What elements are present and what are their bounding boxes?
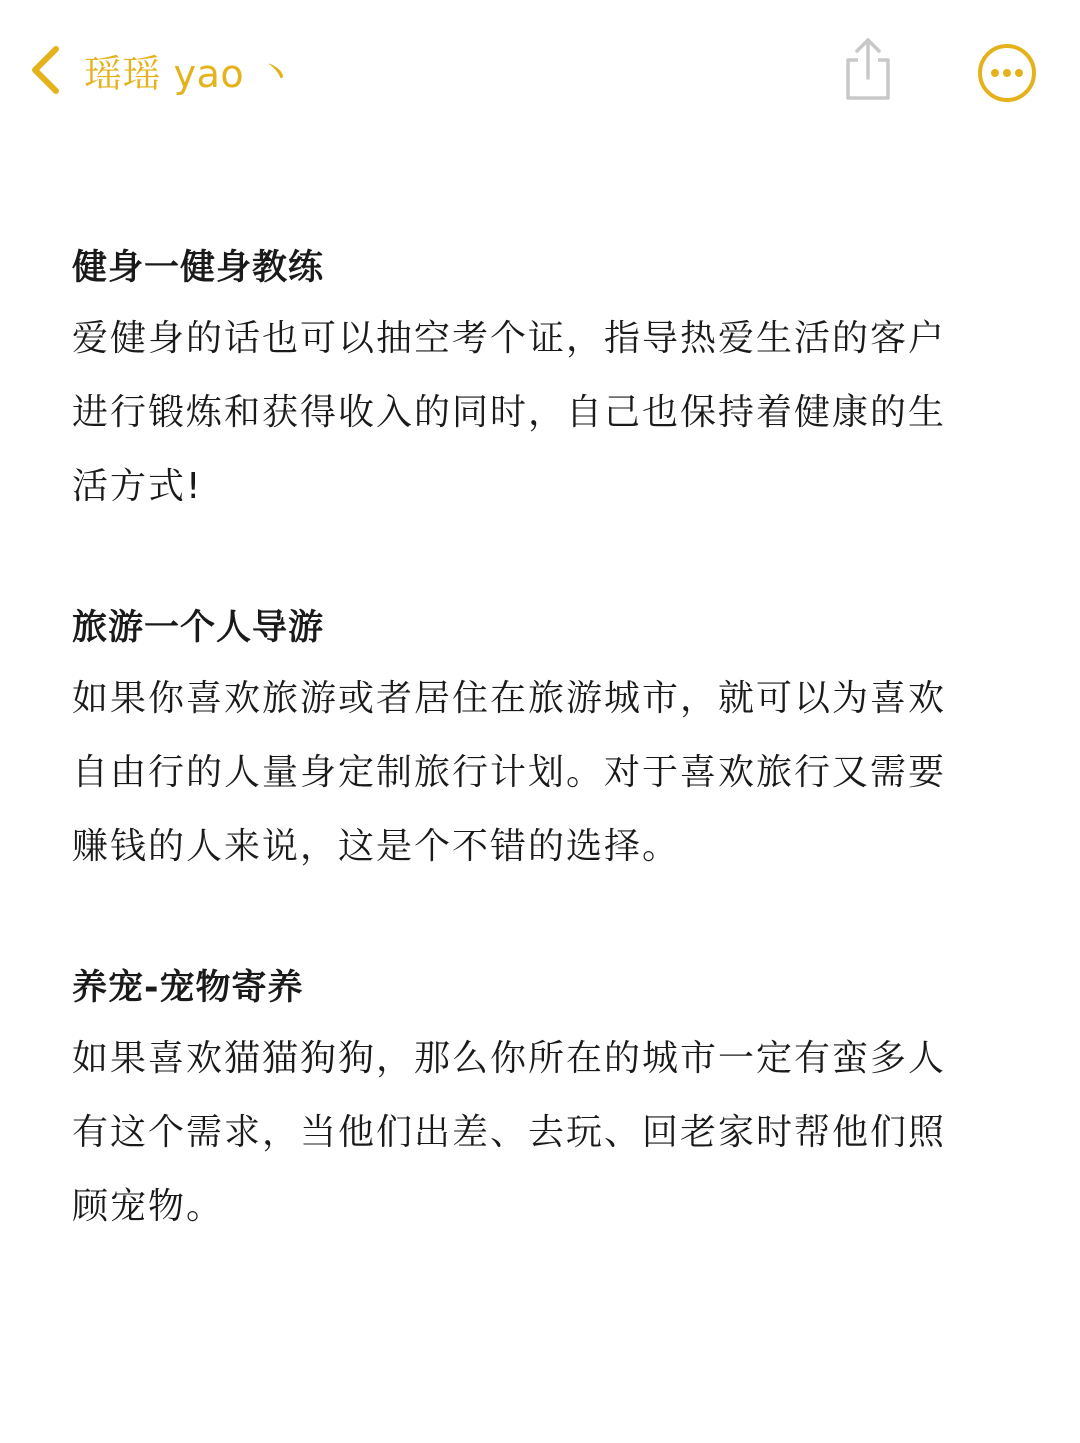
section-fitness bbox=[72, 238, 1012, 524]
back-button[interactable] bbox=[28, 40, 295, 100]
section-body bbox=[72, 302, 1012, 524]
body-line: 活方式! bbox=[72, 466, 203, 507]
body-line: 爱健身的话也可以抽空考个证，指导热爱生活的客户 bbox=[72, 318, 947, 359]
body-line: 赚钱的人来说，这是个不错的选择。 bbox=[72, 826, 681, 867]
section-title: 旅游一个人导游 bbox=[72, 608, 325, 648]
body-line: 自由行的人量身定制旅行计划。对于喜欢旅行又需要 bbox=[72, 752, 947, 793]
more-button[interactable] bbox=[976, 42, 1038, 104]
share-button[interactable] bbox=[840, 36, 896, 102]
section-body bbox=[72, 662, 1012, 884]
body-line: 有这个需求，当他们出差、去玩、回老家时帮他们照 bbox=[72, 1112, 947, 1153]
section-body bbox=[72, 1022, 1012, 1244]
section-travel bbox=[72, 598, 1012, 884]
section-title: 养宠-宠物寄养 bbox=[72, 968, 304, 1008]
body-line: 进行锻炼和获得收入的同时，自己也保持着健康的生 bbox=[72, 392, 947, 433]
section-pets bbox=[72, 958, 1012, 1244]
chevron-left-icon bbox=[28, 45, 62, 95]
body-line: 如果你喜欢旅游或者居住在旅游城市，就可以为喜欢 bbox=[72, 678, 947, 719]
body-line: 顾宠物。 bbox=[72, 1186, 225, 1227]
body-line: 如果喜欢猫猫狗狗，那么你所在的城市一定有蛮多人 bbox=[72, 1038, 947, 1079]
section-title: 健身一健身教练 bbox=[72, 248, 325, 288]
share-icon bbox=[840, 36, 896, 102]
navigation-bar bbox=[0, 0, 1080, 140]
more-icon bbox=[976, 42, 1038, 104]
back-button-label: 瑶瑶 yao 丶 bbox=[84, 51, 296, 96]
note-content bbox=[72, 238, 1012, 1244]
